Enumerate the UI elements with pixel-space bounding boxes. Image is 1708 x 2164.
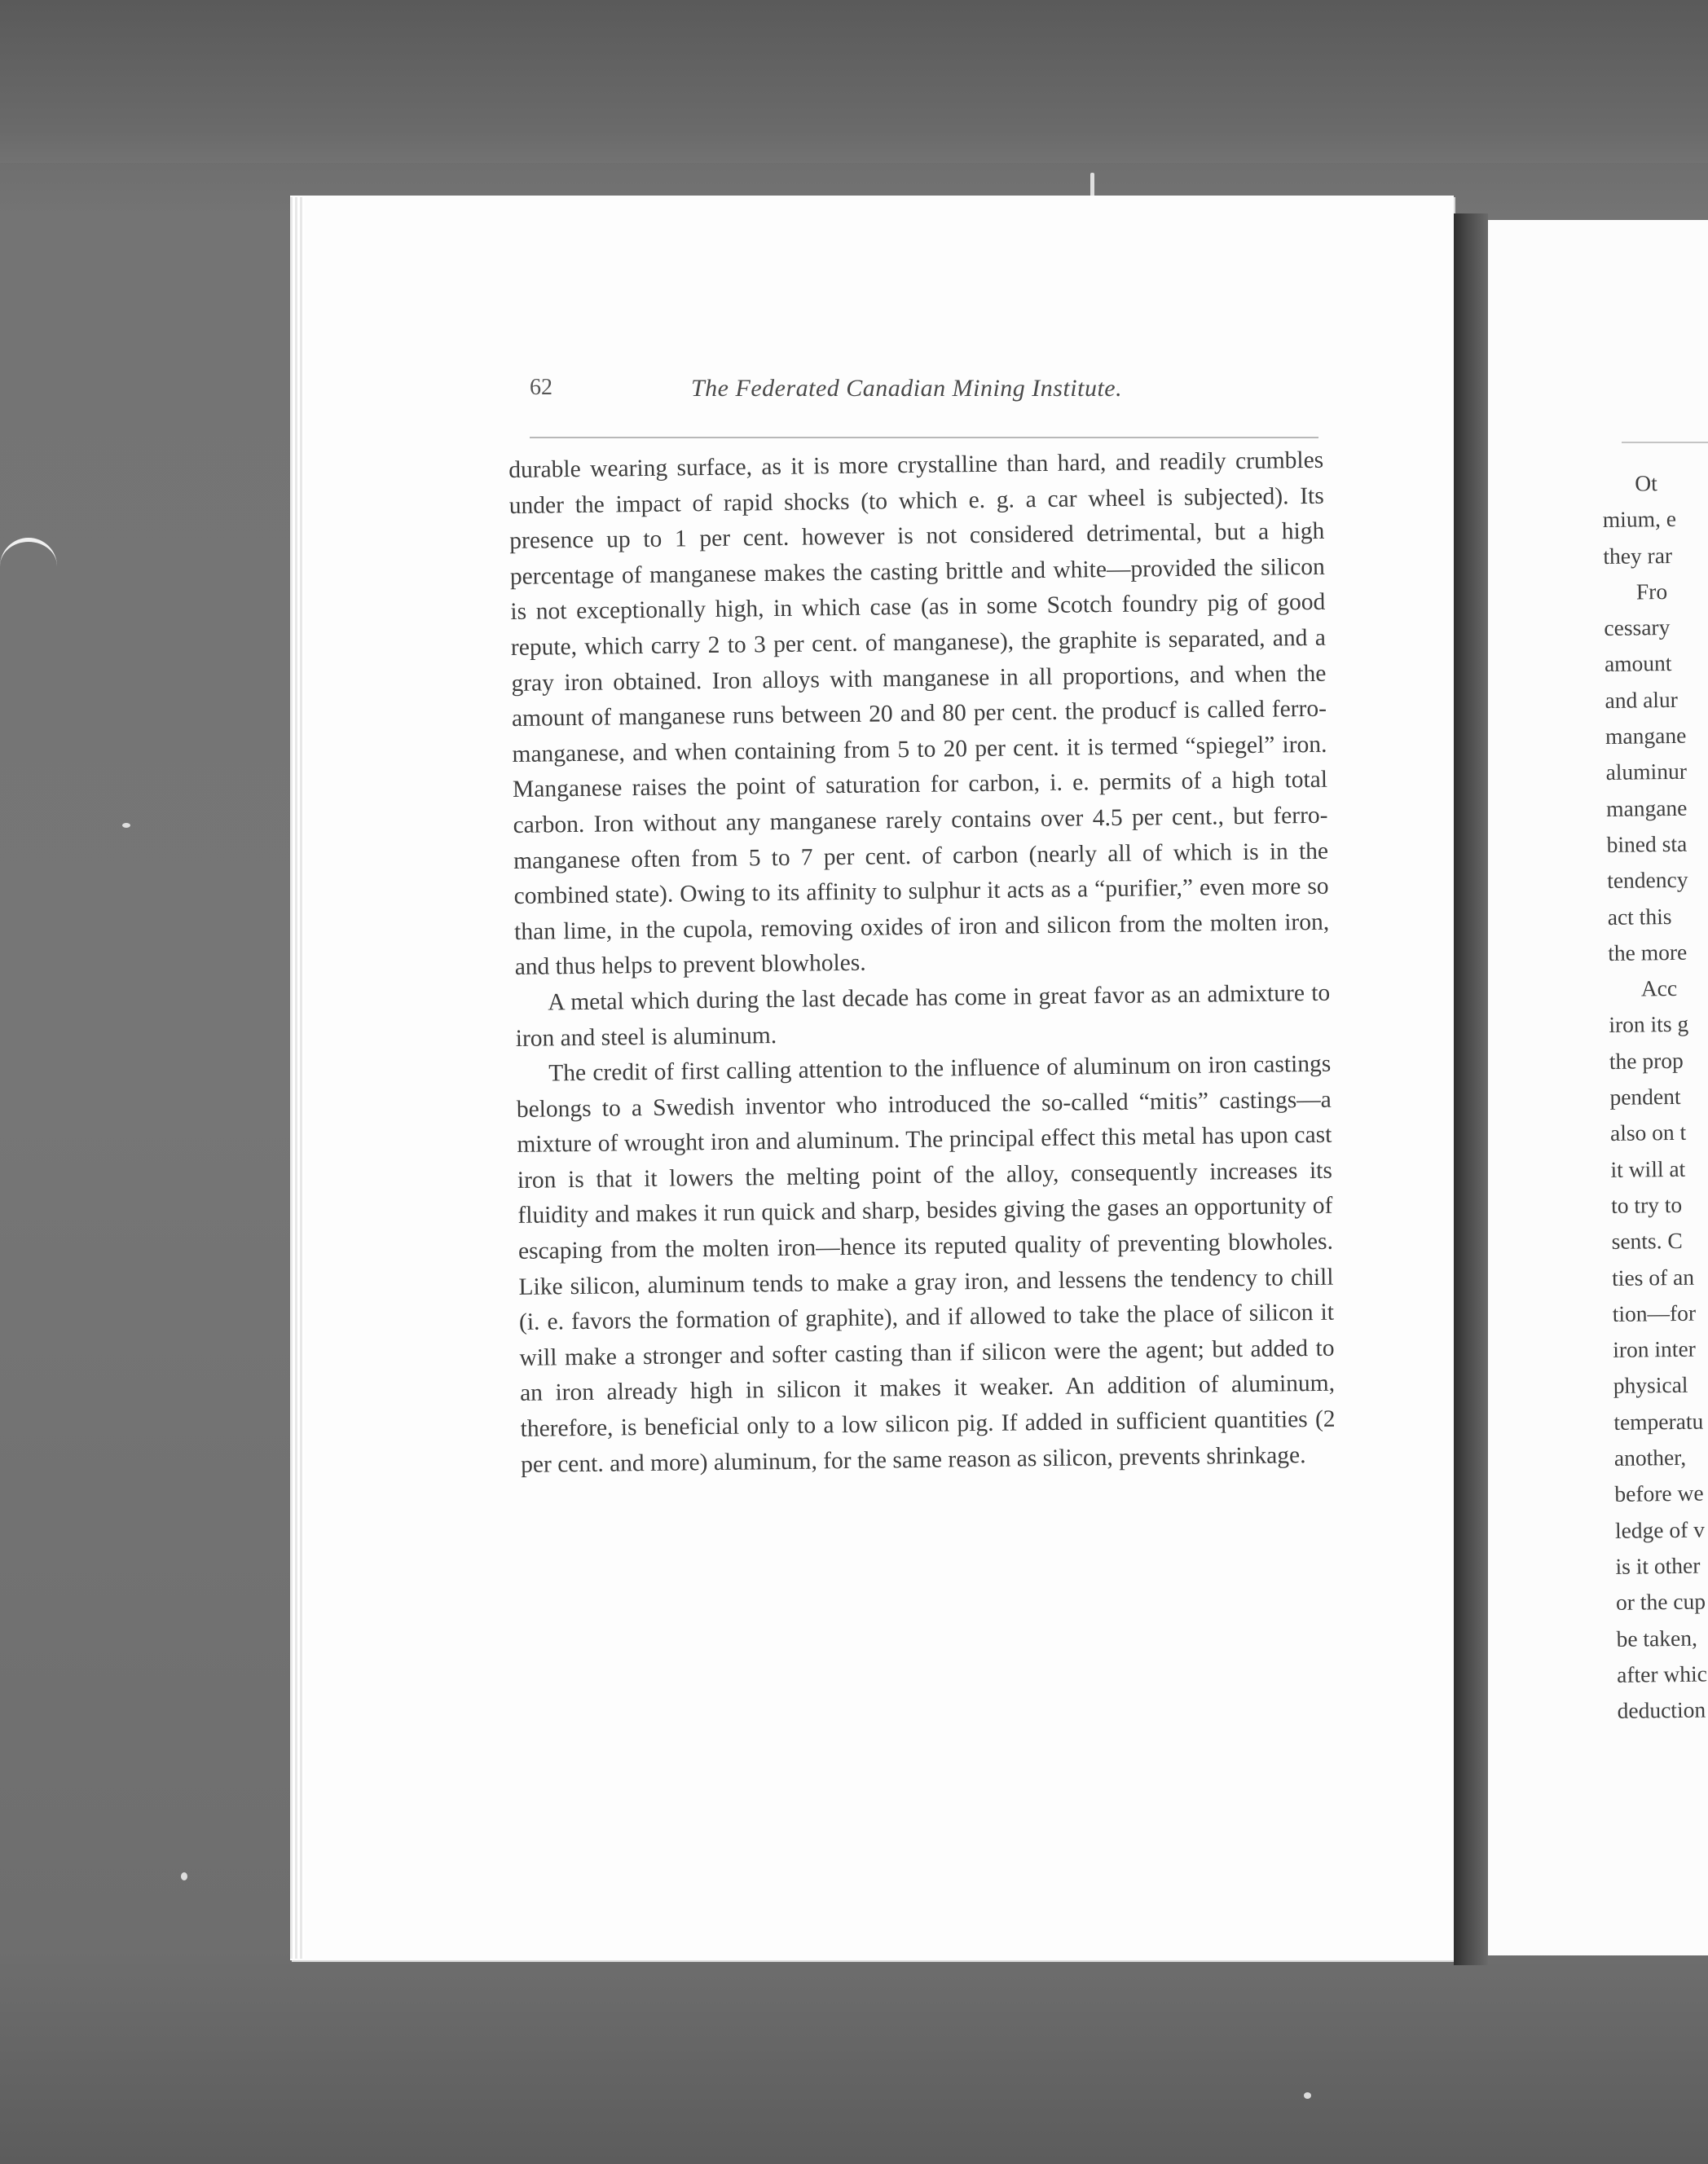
right-page-line: tendency (1607, 867, 1688, 894)
right-page-line: after whic (1616, 1660, 1708, 1687)
body-text (508, 443, 1336, 1483)
right-page-line: pendent (1609, 1083, 1681, 1110)
right-page-line: before we (1614, 1480, 1704, 1507)
right-page-line: bined sta (1606, 830, 1688, 857)
running-head (530, 375, 1312, 420)
right-page-line: the prop (1609, 1047, 1684, 1074)
scanner-top-band (0, 0, 1708, 163)
right-page-line: mangane (1605, 722, 1687, 750)
running-head-title: The Federated Canadian Mining Institute. (691, 375, 1123, 402)
right-page-line: be taken, (1616, 1625, 1698, 1652)
right-page-line: is it other (1615, 1552, 1701, 1579)
paragraph: A metal which during the last decade has come in great favor as an admixture to iron and steel is aluminum. (515, 979, 1331, 1052)
book-gutter (1454, 213, 1488, 1965)
right-page-line: and alur (1605, 686, 1679, 713)
right-page-line: ties of an (1611, 1264, 1695, 1291)
right-page-line: Ot (1635, 470, 1657, 496)
right-page-line: also on t (1609, 1119, 1687, 1146)
right-page-line: iron its g (1609, 1011, 1689, 1038)
paragraph: durable wearing surface, as it is more crystalline than hard, and readily crumbles under the impact of rapid shocks (to which e. g. a car wheel is subjected). Its presence up to 1 per cent. however is not considered detrimental, but a high percentage of manganese makes the casting brittle and white—provided the silicon is not exceptionally high, in which case (as in some Scotch foundry pig of good repute, which carry 2 to 3 per cent. of manganese), the graphite is separated, and a gray iron obtained. Iron alloys with manganese in all proportions, and when the amount of manganese runs between 20 and 80 per cent. the producf is called ferro-manganese, and when containing from 5 to 20 per cent. it is termed “spiegel” iron. Manganese raises the point of saturation for carbon, i. e. permits of a high total carbon. Iron without any manganese rarely contains over 4.5 per cent., but ferro-manganese often from 5 to 7 per cent. of carbon (nearly all of which is in the combined state). Owing to its affinity to sulphur it acts as a “purifier,” even more so than lime, in the cupola, removing oxides of iron and silicon from the molten iron, and thus helps to prevent blowholes. (508, 446, 1330, 981)
page-edge-stack (290, 197, 305, 1959)
page-number: 62 (530, 375, 552, 400)
dust-speck (122, 823, 130, 828)
right-page-line: mium, e (1602, 506, 1677, 533)
dust-speck (1304, 2092, 1311, 2099)
right-page-header-rule (1622, 442, 1708, 443)
right-page-line: iron inter (1613, 1335, 1697, 1363)
right-page-line: it will at (1610, 1155, 1686, 1182)
right-page-line: act this (1607, 903, 1672, 930)
right-page-line: Acc (1640, 975, 1678, 1001)
right-page-line: to try to (1610, 1191, 1683, 1218)
right-page-line: deduction (1617, 1696, 1706, 1723)
scan-artifact-arc (0, 538, 57, 574)
right-page-line: or the cup (1615, 1588, 1706, 1616)
right-page-line: physical (1613, 1372, 1688, 1399)
right-page-line: aluminur (1605, 759, 1688, 785)
right-page-line: sents. C (1611, 1228, 1683, 1255)
paragraph: The credit of first calling attention to the influence of aluminum on iron castings belongs to a Swedish inventor who introduced the so-called “mitis” castings—a mixture of wrought iron and aluminum. The principal effect this metal has upon cast iron is that it lowers the melting point of the alloy, consequently increases its fluidity and makes it run quick and sharp, besides giving the gases an opportunity of escaping from the molten iron—hence its reputed quality of preventing blowholes. Like silicon, aluminum tends to make a gray iron, and lessens the tendency to chill (i. e. favors the formation of graphite), and if allowed to take the place of silicon it will make a stronger and softer casting than if silicon were the agent; but added to an iron already high in silicon it makes it weaker. An addition of aluminum, therefore, is beneficial only to a low silicon pig. If added in sufficient quantities (2 per cent. and more) aluminum, for the same reason as silicon, prevents shrinkage. (516, 1050, 1336, 1478)
right-page-line: Fro (1635, 578, 1668, 605)
right-page-line: cessary (1604, 614, 1671, 641)
right-page-line: they rar (1603, 542, 1673, 569)
right-page-line: another, (1613, 1444, 1687, 1471)
right-page-line: amount (1604, 650, 1672, 677)
right-page-line: tion—for (1612, 1300, 1697, 1326)
right-page-text (1602, 464, 1708, 1730)
dust-speck (181, 1872, 187, 1880)
right-page-line: temperatu (1613, 1408, 1704, 1435)
right-page-line: ledge of v (1614, 1516, 1706, 1543)
header-rule (530, 437, 1318, 438)
right-page-line: mangane (1605, 794, 1688, 821)
right-page-line: the more (1608, 939, 1688, 965)
